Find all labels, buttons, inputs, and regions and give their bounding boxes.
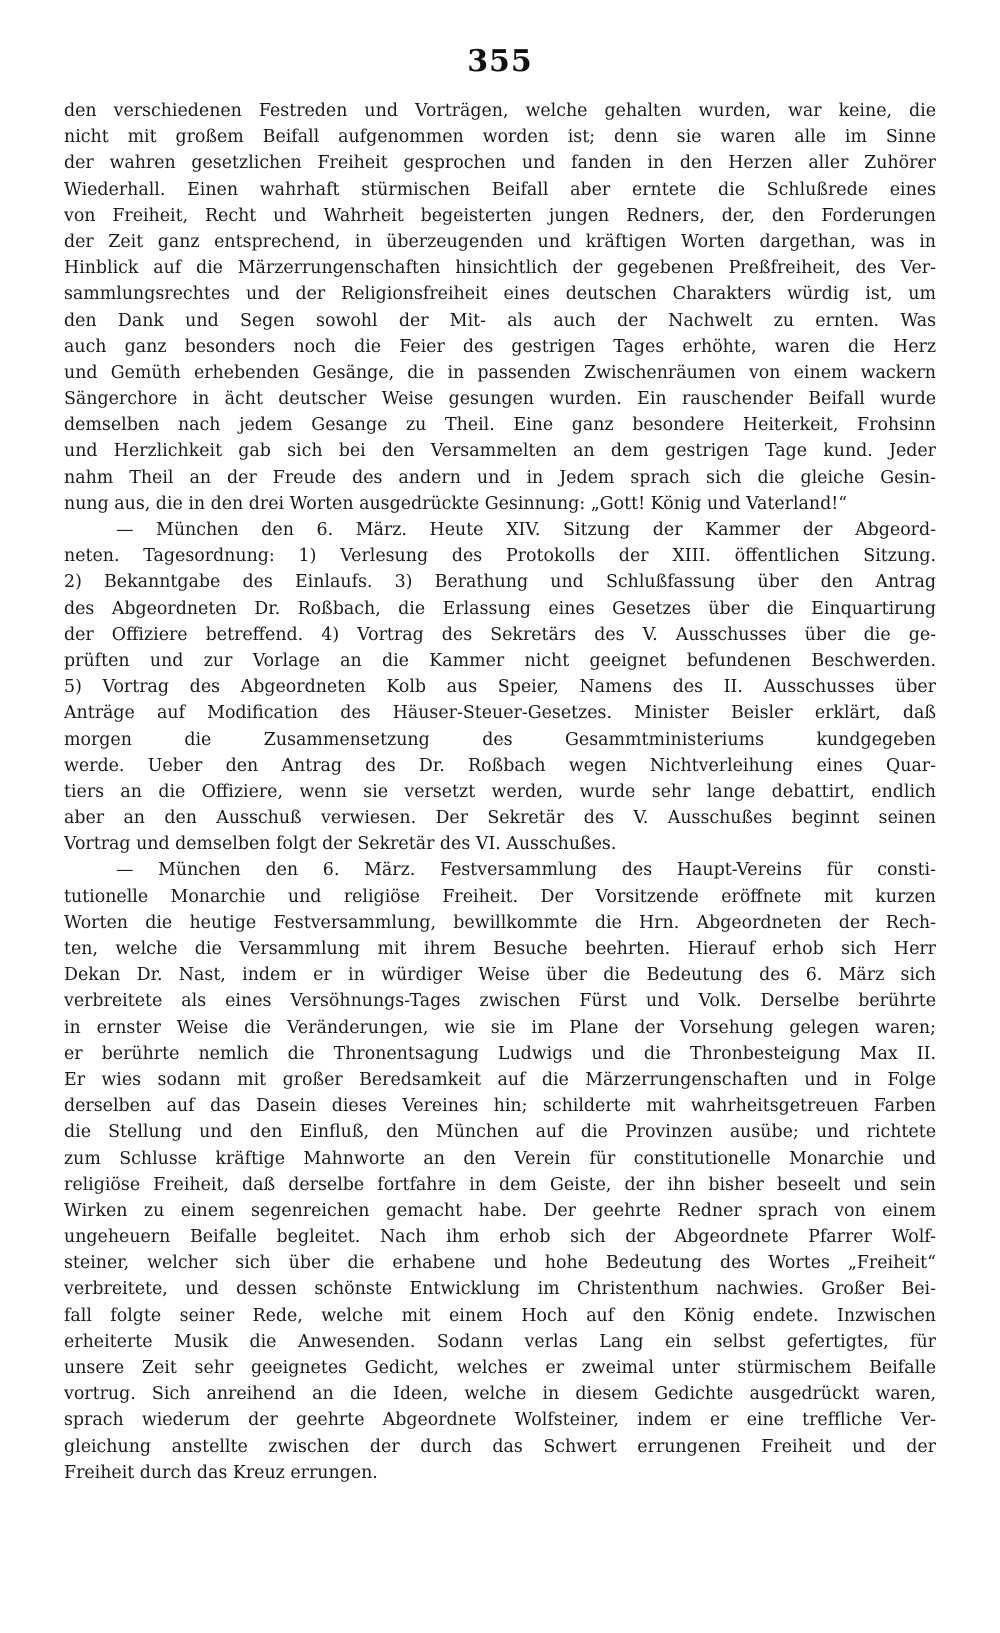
text-line: ungeheuern Beifalle begleitet. Nach ihm erhob sich der Abgeordnete Pfarrer Wolf- <box>64 1227 936 1248</box>
text-line: zum Schlusse kräftige Mahnworte an den Verein für constitutionelle Monarchie und <box>64 1148 936 1169</box>
text-line: nahm Theil an der Freude des andern und in Jedem sprach sich die gleiche Gesin- <box>64 467 936 488</box>
text-line: 2) Bekanntgabe des Einlaufs. 3) Berathung und Schlußfassung über den Antrag <box>64 572 936 593</box>
text-line: Dekan Dr. Nast, indem er in würdiger Weise über die Bedeutung des 6. März sich <box>64 965 936 986</box>
paragraph <box>64 98 936 517</box>
text-line: der Offiziere betreffend. 4) Vortrag des Sekretärs des V. Ausschusses über die ge- <box>64 624 936 645</box>
text-line: vortrug. Sich anreihend an die Ideen, welche in diesem Gedichte ausgedrückt waren, <box>64 1384 936 1405</box>
text-line: Wiederhall. Einen wahrhaft stürmischen Beifall aber erntete die Schlußrede eines <box>64 179 936 200</box>
text-line: — München den 6. März. Heute XIV. Sitzung der Kammer der Abgeord- <box>116 520 936 540</box>
text-line: sprach wiederum der geehrte Abgeordnete Wolfsteiner, indem er eine treffliche Ver- <box>64 1410 936 1431</box>
text-line: 5) Vortrag des Abgeordneten Kolb aus Speier, Namens des II. Ausschusses über <box>64 677 936 698</box>
page-number: 355 <box>467 44 533 79</box>
text-line: nicht mit großem Beifall aufgenommen worden ist; denn sie waren alle im Sinne <box>64 127 936 148</box>
text-line: Freiheit durch das Kreuz errungen. <box>64 1462 378 1483</box>
text-line: fall folgte seiner Rede, welche mit einem Hoch auf den König endete. Inzwischen <box>64 1305 936 1326</box>
text-line: aber an den Ausschuß verwiesen. Der Sekretär des V. Ausschußes beginnt seinen <box>64 808 936 829</box>
body-text <box>64 98 936 1486</box>
text-line: steiner, welcher sich über die erhabene und hohe Bedeutung des Wortes „Freiheit“ <box>64 1253 936 1274</box>
text-line: gleichung anstellte zwischen der durch das Schwert errungenen Freiheit und der <box>64 1436 936 1457</box>
text-line: der Zeit ganz entsprechend, in überzeugenden und kräftigen Worten dargethan, was in <box>64 231 936 252</box>
text-line: der wahren gesetzlichen Freiheit gesprochen und fanden in den Herzen aller Zuhörer <box>64 153 936 174</box>
text-line: den Dank und Segen sowohl der Mit- als auch der Nachwelt zu ernten. Was <box>64 310 936 331</box>
text-line: verbreitete, und dessen schönste Entwicklung im Christenthum nachwies. Großer Bei- <box>64 1279 936 1300</box>
text-line: Hinblick auf die Märzerrungenschaften hinsichtlich der gegebenen Preßfreiheit, des Ver- <box>64 258 936 279</box>
text-line: und Gemüth erhebenden Gesänge, die in passenden Zwischenräumen von einem wackern <box>64 362 936 383</box>
text-line: — München den 6. März. Festversammlung des Haupt-Vereins für consti- <box>116 860 936 881</box>
text-line: nung aus, die in den drei Worten ausgedrückte Gesinnung: „Gott! König und Vaterland!“ <box>64 493 848 514</box>
text-line: die Stellung und den Einfluß, den München auf die Provinzen ausübe; und richtete <box>64 1122 936 1143</box>
text-line: erheiterte Musik die Anwesenden. Sodann verlas Lang ein selbst gefertigtes, für <box>64 1331 936 1352</box>
text-line: und Herzlichkeit gab sich bei den Versammelten an dem gestrigen Tage kund. Jeder <box>64 441 936 462</box>
text-line: unsere Zeit sehr geeignetes Gedicht, welches er zweimal unter stürmischem Beifalle <box>64 1358 936 1378</box>
text-line: morgen die Zusammensetzung des Gesammtministeriums kundgegeben <box>64 729 936 750</box>
text-line: Er wies sodann mit großer Beredsamkeit auf die Märzerrungenschaften und in Folge <box>64 1069 936 1090</box>
text-line: von Freiheit, Recht und Wahrheit begeisterten jungen Redners, der, den Forderungen <box>64 205 936 226</box>
text-line: Vortrag und demselben folgt der Sekretär des VI. Ausschußes. <box>64 834 617 855</box>
text-line: religiöse Freiheit, daß derselbe fortfahre in dem Geiste, der ihn bisher beseelt und sein <box>64 1174 936 1195</box>
text-line: in ernster Weise die Veränderungen, wie sie im Plane der Vorsehung gelegen waren; <box>64 1017 936 1038</box>
paragraph <box>64 517 936 857</box>
text-line: sammlungsrechtes und der Religionsfreiheit eines deutschen Charakters würdig ist, um <box>64 284 936 305</box>
text-line: werde. Ueber den Antrag des Dr. Roßbach wegen Nichtverleihung eines Quar- <box>64 755 936 776</box>
text-line: verbreitete als eines Versöhnungs-Tages zwischen Fürst und Volk. Derselbe berührte <box>64 991 936 1012</box>
text-line: prüften und zur Vorlage an die Kammer nicht geeignet befundenen Beschwerden. <box>64 650 936 671</box>
text-line: Wirken zu einem segenreichen gemacht habe. Der geehrte Redner sprach von einem <box>64 1200 936 1221</box>
text-line: des Abgeordneten Dr. Roßbach, die Erlassung eines Gesetzes über die Einquartirung <box>64 598 936 619</box>
text-line: den verschiedenen Festreden und Vorträgen, welche gehalten wurden, war keine, die <box>64 101 936 121</box>
text-line: tutionelle Monarchie und religiöse Freiheit. Der Vorsitzende eröffnete mit kurzen <box>64 886 936 907</box>
text-line: neten. Tagesordnung: 1) Verlesung des Protokolls der XIII. öffentlichen Sitzung. <box>64 546 936 567</box>
text-line: er berührte nemlich die Thronentsagung Ludwigs und die Thronbesteigung Max II. <box>64 1043 936 1064</box>
paragraph <box>64 857 936 1486</box>
text-line: Worten die heutige Festversammlung, bewillkommte die Hrn. Abgeordneten der Rech- <box>64 912 936 933</box>
text-line: ten, welche die Versammlung mit ihrem Besuche beehrten. Hierauf erhob sich Herr <box>64 939 936 959</box>
text-line: derselben auf das Dasein dieses Vereines hin; schilderte mit wahrheitsgetreuen Farben <box>64 1096 936 1117</box>
text-line: auch ganz besonders noch die Feier des gestrigen Tages erhöhte, waren die Herz <box>64 336 936 357</box>
text-line: Anträge auf Modification des Häuser-Steuer-Gesetzes. Minister Beisler erklärt, daß <box>64 703 936 724</box>
text-line: Sängerchore in ächt deutscher Weise gesungen wurden. Ein rauschender Beifall wurde <box>64 389 936 410</box>
text-line: demselben nach jedem Gesange zu Theil. Eine ganz besondere Heiterkeit, Frohsinn <box>64 415 936 436</box>
text-line: tiers an die Offiziere, wenn sie versetzt werden, wurde sehr lange debattirt, endlich <box>64 781 936 802</box>
